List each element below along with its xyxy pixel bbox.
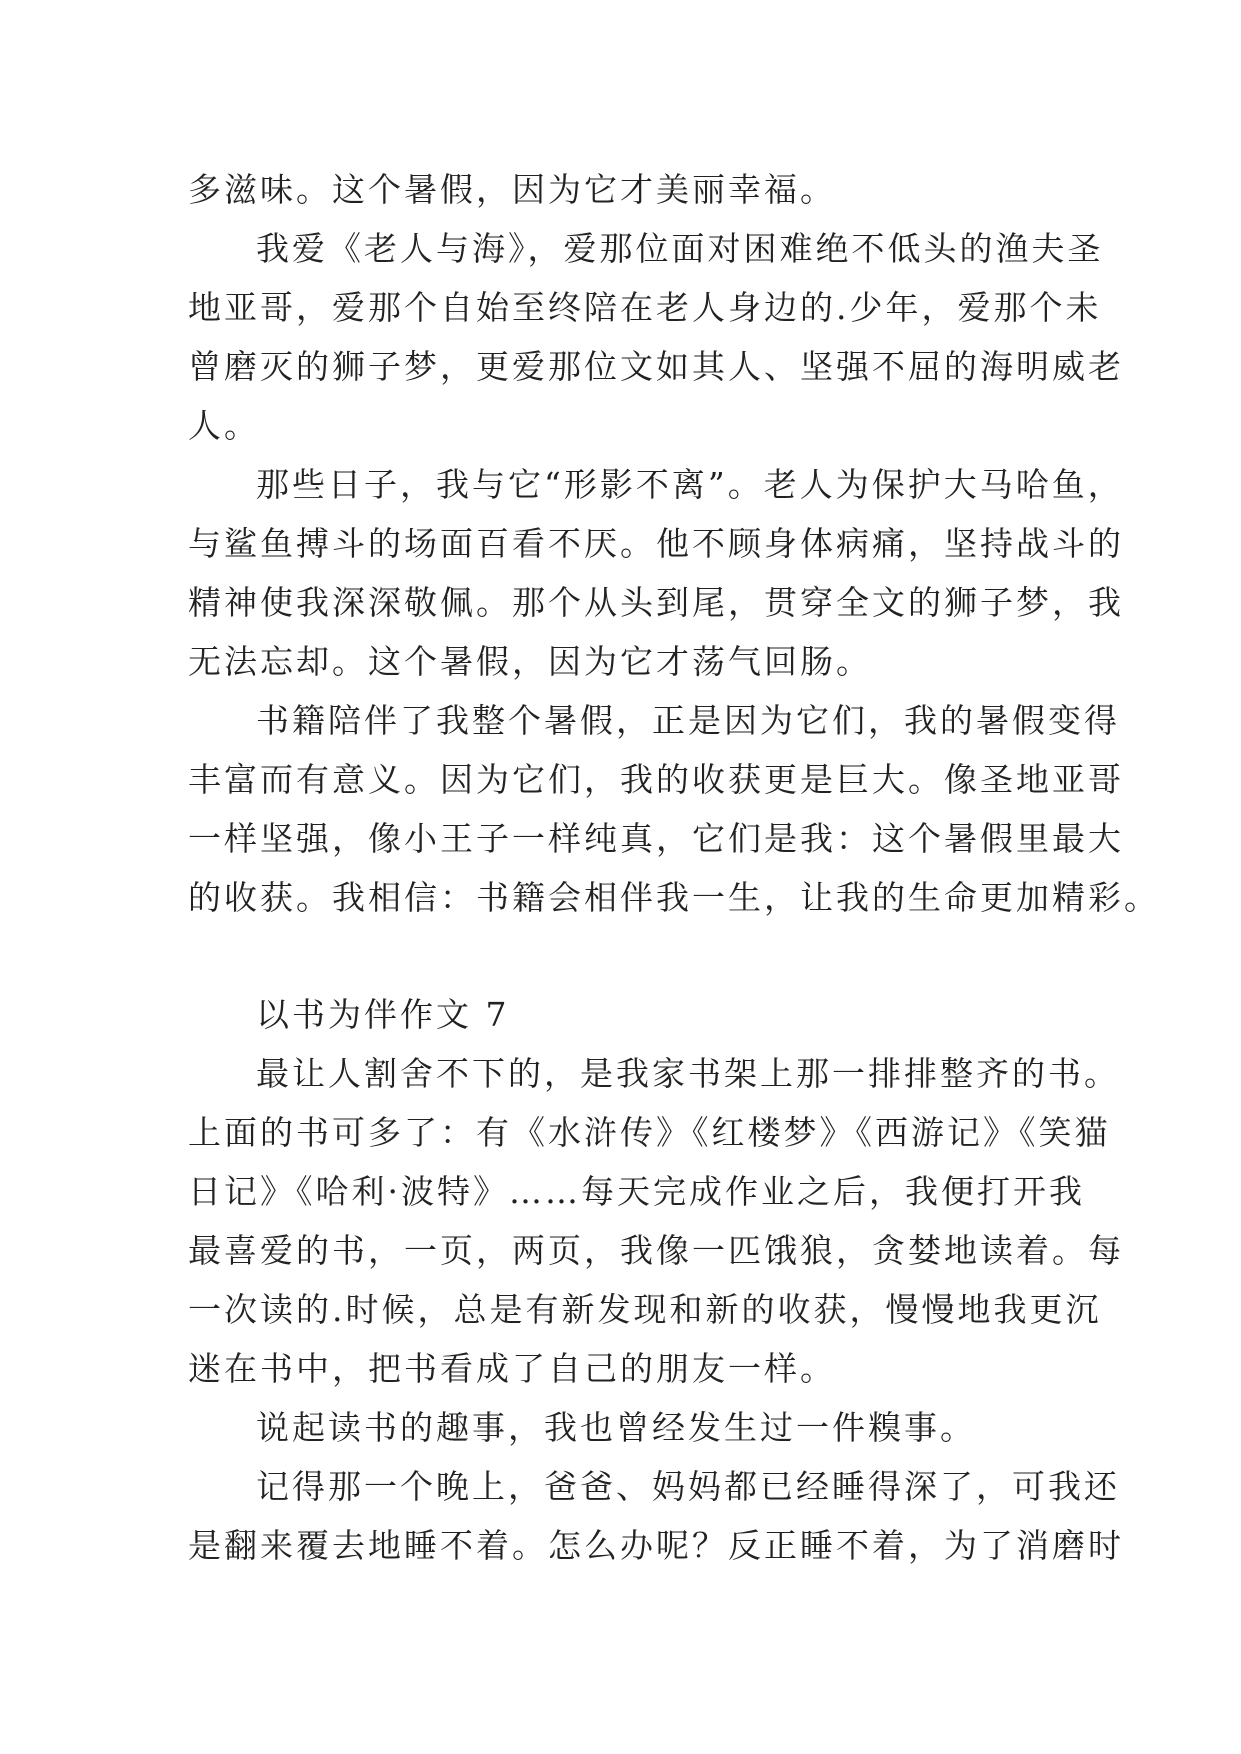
section-gap (188, 927, 1068, 985)
paragraph-start-line: 我爱《老人与海》，爱那位面对困难绝不低头的渔夫圣 (256, 229, 1104, 268)
text-line: 精神使我深深敬佩。那个从头到尾，贯穿全文的狮子梦，我 (188, 583, 1124, 622)
text-line: 是翻来覆去地睡不着。怎么办呢？反正睡不着，为了消磨时 (188, 1526, 1124, 1565)
text-line: 日记》《哈利·波特》……每天完成作业之后，我便打开我 (188, 1172, 1085, 1211)
text-line: 上面的书可多了：有《水浒传》《红楼梦》《西游记》《笑猫 (188, 1113, 1111, 1152)
text-line: 一次读的.时候，总是有新发现和新的收获，慢慢地我更沉 (188, 1290, 1102, 1329)
text-line: 地亚哥，爱那个自始至终陪在老人身边的.少年，爱那个未 (188, 288, 1102, 327)
text-line: 一样坚强，像小王子一样纯真，它们是我：这个暑假里最大 (188, 819, 1124, 858)
text-line: 人。 (188, 406, 260, 445)
text-line: 最喜爱的书，一页，两页，我像一匹饿狼，贪婪地读着。每 (188, 1231, 1124, 1270)
paragraph-start-line: 书籍陪伴了我整个暑假，正是因为它们，我的暑假变得 (256, 701, 1120, 740)
paragraph-start-line: 说起读书的趣事，我也曾经发生过一件糗事。 (256, 1408, 976, 1447)
section-heading: 以书为伴作文 7 (256, 995, 510, 1034)
paragraph-start-line: 记得那一个晚上，爸爸、妈妈都已经睡得深了，可我还 (256, 1467, 1120, 1506)
document-body (188, 160, 1160, 1575)
text-line: 无法忘却。这个暑假，因为它才荡气回肠。 (188, 642, 872, 681)
paragraph-start-line: 那些日子，我与它“形影不离”。老人为保护大马哈鱼， (256, 465, 1124, 504)
paragraph-start-line: 最让人割舍不下的，是我家书架上那一排排整齐的书。 (256, 1054, 1120, 1093)
text-line: 丰富而有意义。因为它们，我的收获更是巨大。像圣地亚哥 (188, 760, 1124, 799)
text-line: 多滋味。这个暑假，因为它才美丽幸福。 (188, 170, 836, 209)
text-line: 的收获。我相信：书籍会相伴我一生，让我的生命更加精彩。 (188, 878, 1160, 917)
text-line: 曾磨灭的狮子梦，更爱那位文如其人、坚强不屈的海明威老 (188, 347, 1124, 386)
text-line: 迷在书中，把书看成了自己的朋友一样。 (188, 1349, 836, 1388)
text-line: 与鲨鱼搏斗的场面百看不厌。他不顾身体病痛，坚持战斗的 (188, 524, 1124, 563)
